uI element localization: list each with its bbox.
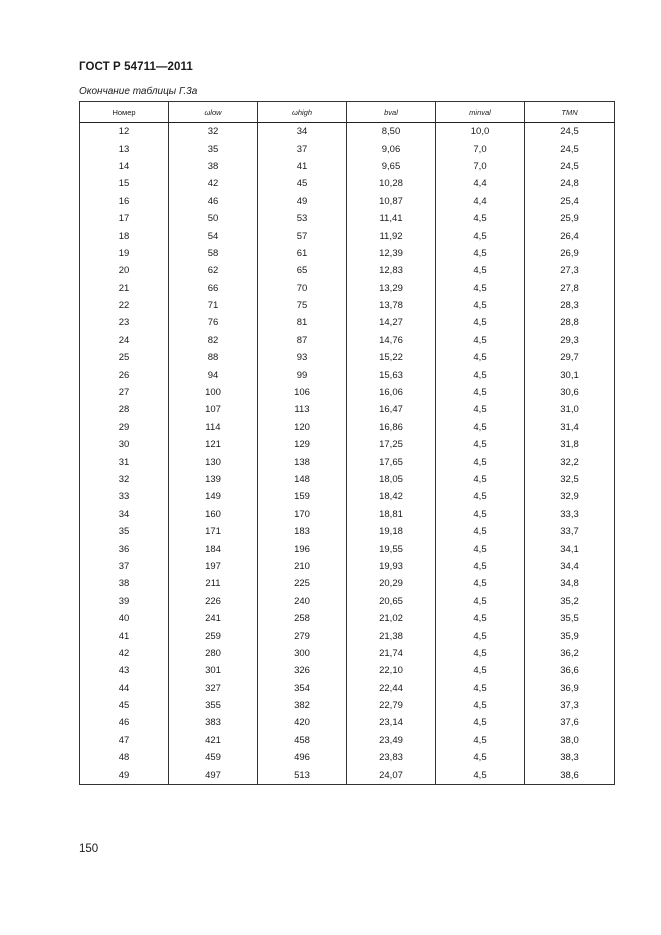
table-cell-omega-low: 82 <box>169 332 258 349</box>
table-cell-tmn: 36,2 <box>525 645 615 662</box>
table-cell-number: 33 <box>80 488 169 505</box>
table-cell-omega-low: 76 <box>169 314 258 331</box>
table-cell-number: 13 <box>80 140 169 157</box>
table-row <box>80 123 615 141</box>
table-cell-number: 37 <box>80 558 169 575</box>
table-cell-number: 32 <box>80 471 169 488</box>
table-cell-omega-low: 211 <box>169 575 258 592</box>
data-table-container <box>79 101 614 785</box>
table-cell-omega-high: 93 <box>258 349 347 366</box>
table-cell-number: 14 <box>80 158 169 175</box>
table-cell-minval: 4,5 <box>436 297 525 314</box>
table-row <box>80 645 615 662</box>
table-cell-omega-low: 497 <box>169 766 258 784</box>
table-cell-omega-low: 46 <box>169 193 258 210</box>
table-cell-bval: 19,55 <box>347 540 436 557</box>
table-cell-omega-low: 94 <box>169 366 258 383</box>
table-cell-number: 30 <box>80 436 169 453</box>
table-cell-tmn: 28,3 <box>525 297 615 314</box>
table-cell-bval: 19,93 <box>347 558 436 575</box>
table-cell-number: 36 <box>80 540 169 557</box>
table-cell-number: 46 <box>80 714 169 731</box>
table-cell-bval: 15,22 <box>347 349 436 366</box>
table-cell-omega-high: 65 <box>258 262 347 279</box>
table-cell-omega-high: 148 <box>258 471 347 488</box>
table-cell-number: 42 <box>80 645 169 662</box>
table-cell-tmn: 32,9 <box>525 488 615 505</box>
table-cell-omega-low: 383 <box>169 714 258 731</box>
table-cell-minval: 4,5 <box>436 506 525 523</box>
table-cell-minval: 4,5 <box>436 749 525 766</box>
table-cell-minval: 4,5 <box>436 453 525 470</box>
table-cell-minval: 4,5 <box>436 558 525 575</box>
column-header-bval: bval <box>347 102 436 123</box>
table-cell-omega-high: 225 <box>258 575 347 592</box>
table-row <box>80 140 615 157</box>
table-cell-bval: 18,42 <box>347 488 436 505</box>
table-row <box>80 627 615 644</box>
table-cell-number: 41 <box>80 627 169 644</box>
table-cell-omega-low: 197 <box>169 558 258 575</box>
table-cell-omega-low: 107 <box>169 401 258 418</box>
table-row <box>80 436 615 453</box>
table-cell-omega-high: 196 <box>258 540 347 557</box>
table-cell-bval: 12,39 <box>347 245 436 262</box>
table-row <box>80 540 615 557</box>
table-cell-minval: 4,5 <box>436 732 525 749</box>
table-cell-omega-low: 259 <box>169 627 258 644</box>
table-cell-minval: 4,5 <box>436 210 525 227</box>
table-cell-number: 47 <box>80 732 169 749</box>
table-cell-number: 18 <box>80 227 169 244</box>
table-cell-omega-low: 71 <box>169 297 258 314</box>
table-cell-minval: 4,5 <box>436 627 525 644</box>
table-cell-tmn: 27,8 <box>525 280 615 297</box>
table-cell-number: 40 <box>80 610 169 627</box>
table-cell-bval: 23,83 <box>347 749 436 766</box>
table-cell-omega-low: 32 <box>169 123 258 141</box>
table-cell-number: 26 <box>80 366 169 383</box>
table-cell-omega-high: 354 <box>258 680 347 697</box>
table-header-row <box>80 102 615 123</box>
table-cell-bval: 9,06 <box>347 140 436 157</box>
table-cell-minval: 4,5 <box>436 245 525 262</box>
table-cell-omega-low: 171 <box>169 523 258 540</box>
table-cell-omega-high: 87 <box>258 332 347 349</box>
table-cell-number: 21 <box>80 280 169 297</box>
table-cell-omega-low: 301 <box>169 662 258 679</box>
table-cell-omega-low: 66 <box>169 280 258 297</box>
table-cell-bval: 22,44 <box>347 680 436 697</box>
table-cell-tmn: 28,8 <box>525 314 615 331</box>
table-row <box>80 680 615 697</box>
table-cell-omega-high: 57 <box>258 227 347 244</box>
column-header-omega-high: ωhigh <box>258 102 347 123</box>
table-cell-minval: 4,5 <box>436 680 525 697</box>
table-cell-tmn: 34,4 <box>525 558 615 575</box>
table-cell-omega-low: 114 <box>169 419 258 436</box>
table-cell-omega-high: 106 <box>258 384 347 401</box>
table-cell-minval: 4,5 <box>436 401 525 418</box>
table-cell-minval: 4,5 <box>436 766 525 784</box>
table-cell-omega-high: 279 <box>258 627 347 644</box>
table-cell-tmn: 36,9 <box>525 680 615 697</box>
table-cell-omega-low: 327 <box>169 680 258 697</box>
table-cell-bval: 14,27 <box>347 314 436 331</box>
table-cell-minval: 7,0 <box>436 158 525 175</box>
table-cell-bval: 23,49 <box>347 732 436 749</box>
table-cell-omega-high: 34 <box>258 123 347 141</box>
table-cell-omega-high: 159 <box>258 488 347 505</box>
table-cell-omega-high: 113 <box>258 401 347 418</box>
table-row <box>80 610 615 627</box>
table-cell-omega-high: 458 <box>258 732 347 749</box>
table-cell-omega-low: 160 <box>169 506 258 523</box>
table-cell-minval: 4,5 <box>436 488 525 505</box>
table-cell-omega-low: 62 <box>169 262 258 279</box>
table-row <box>80 575 615 592</box>
table-cell-bval: 17,65 <box>347 453 436 470</box>
table-cell-omega-low: 54 <box>169 227 258 244</box>
table-row <box>80 401 615 418</box>
table-cell-bval: 13,29 <box>347 280 436 297</box>
table-cell-minval: 4,5 <box>436 645 525 662</box>
table-cell-omega-low: 184 <box>169 540 258 557</box>
table-row <box>80 419 615 436</box>
table-cell-omega-high: 37 <box>258 140 347 157</box>
table-cell-minval: 4,5 <box>436 471 525 488</box>
data-table <box>79 101 615 785</box>
table-cell-omega-high: 49 <box>258 193 347 210</box>
table-row <box>80 523 615 540</box>
table-cell-minval: 4,5 <box>436 540 525 557</box>
table-cell-tmn: 24,5 <box>525 158 615 175</box>
table-cell-minval: 4,4 <box>436 193 525 210</box>
table-cell-tmn: 32,5 <box>525 471 615 488</box>
table-cell-tmn: 30,1 <box>525 366 615 383</box>
table-cell-tmn: 38,0 <box>525 732 615 749</box>
table-cell-minval: 4,5 <box>436 714 525 731</box>
table-cell-minval: 4,5 <box>436 262 525 279</box>
table-cell-tmn: 27,3 <box>525 262 615 279</box>
column-header-number: Номер <box>80 102 169 123</box>
table-row <box>80 662 615 679</box>
table-cell-number: 25 <box>80 349 169 366</box>
table-cell-omega-high: 240 <box>258 593 347 610</box>
table-cell-number: 24 <box>80 332 169 349</box>
table-row <box>80 297 615 314</box>
table-cell-omega-low: 58 <box>169 245 258 262</box>
table-cell-minval: 4,5 <box>436 697 525 714</box>
table-cell-omega-low: 35 <box>169 140 258 157</box>
table-cell-omega-low: 149 <box>169 488 258 505</box>
table-cell-omega-high: 210 <box>258 558 347 575</box>
table-cell-bval: 18,81 <box>347 506 436 523</box>
table-cell-tmn: 30,6 <box>525 384 615 401</box>
table-cell-number: 49 <box>80 766 169 784</box>
table-cell-minval: 4,5 <box>436 610 525 627</box>
table-cell-bval: 8,50 <box>347 123 436 141</box>
table-cell-tmn: 33,7 <box>525 523 615 540</box>
table-cell-omega-high: 496 <box>258 749 347 766</box>
table-row <box>80 366 615 383</box>
table-cell-tmn: 25,4 <box>525 193 615 210</box>
table-cell-omega-low: 38 <box>169 158 258 175</box>
table-cell-omega-high: 138 <box>258 453 347 470</box>
table-cell-number: 44 <box>80 680 169 697</box>
table-row <box>80 488 615 505</box>
table-cell-omega-low: 121 <box>169 436 258 453</box>
table-cell-number: 16 <box>80 193 169 210</box>
table-cell-bval: 12,83 <box>347 262 436 279</box>
table-cell-number: 31 <box>80 453 169 470</box>
table-row <box>80 210 615 227</box>
table-cell-bval: 11,92 <box>347 227 436 244</box>
table-cell-number: 48 <box>80 749 169 766</box>
table-cell-bval: 20,29 <box>347 575 436 592</box>
table-cell-minval: 4,5 <box>436 593 525 610</box>
page-number: 150 <box>79 843 99 855</box>
table-body <box>80 123 615 785</box>
table-cell-minval: 4,5 <box>436 384 525 401</box>
table-cell-bval: 21,38 <box>347 627 436 644</box>
table-cell-bval: 23,14 <box>347 714 436 731</box>
table-cell-bval: 24,07 <box>347 766 436 784</box>
table-cell-number: 23 <box>80 314 169 331</box>
table-cell-omega-high: 326 <box>258 662 347 679</box>
table-cell-bval: 13,78 <box>347 297 436 314</box>
table-row <box>80 714 615 731</box>
table-cell-omega-low: 100 <box>169 384 258 401</box>
table-cell-tmn: 35,2 <box>525 593 615 610</box>
table-cell-number: 22 <box>80 297 169 314</box>
table-cell-tmn: 31,0 <box>525 401 615 418</box>
table-cell-omega-low: 226 <box>169 593 258 610</box>
table-row <box>80 314 615 331</box>
table-cell-omega-high: 45 <box>258 175 347 192</box>
table-row <box>80 558 615 575</box>
table-cell-number: 17 <box>80 210 169 227</box>
table-cell-tmn: 32,2 <box>525 453 615 470</box>
table-cell-bval: 20,65 <box>347 593 436 610</box>
document-code-header: ГОСТ Р 54711—2011 <box>79 61 193 73</box>
table-cell-tmn: 29,7 <box>525 349 615 366</box>
table-cell-bval: 10,28 <box>347 175 436 192</box>
table-cell-number: 20 <box>80 262 169 279</box>
table-cell-minval: 4,5 <box>436 419 525 436</box>
table-cell-omega-high: 99 <box>258 366 347 383</box>
table-cell-bval: 18,05 <box>347 471 436 488</box>
table-cell-bval: 16,47 <box>347 401 436 418</box>
table-cell-number: 19 <box>80 245 169 262</box>
table-row <box>80 732 615 749</box>
table-cell-tmn: 34,1 <box>525 540 615 557</box>
table-cell-tmn: 31,8 <box>525 436 615 453</box>
table-cell-omega-low: 42 <box>169 175 258 192</box>
table-cell-tmn: 37,3 <box>525 697 615 714</box>
table-cell-number: 15 <box>80 175 169 192</box>
table-cell-omega-high: 420 <box>258 714 347 731</box>
table-cell-tmn: 35,5 <box>525 610 615 627</box>
table-row <box>80 227 615 244</box>
table-cell-tmn: 38,3 <box>525 749 615 766</box>
table-cell-number: 43 <box>80 662 169 679</box>
table-cell-bval: 21,02 <box>347 610 436 627</box>
table-row <box>80 749 615 766</box>
table-cell-bval: 16,86 <box>347 419 436 436</box>
table-caption: Окончание таблицы Г.3а <box>79 86 198 97</box>
table-cell-tmn: 24,5 <box>525 123 615 141</box>
table-cell-minval: 4,5 <box>436 227 525 244</box>
table-cell-bval: 16,06 <box>347 384 436 401</box>
table-row <box>80 593 615 610</box>
table-cell-minval: 4,5 <box>436 436 525 453</box>
table-cell-minval: 4,5 <box>436 314 525 331</box>
table-cell-tmn: 34,8 <box>525 575 615 592</box>
table-cell-bval: 22,79 <box>347 697 436 714</box>
table-cell-tmn: 24,5 <box>525 140 615 157</box>
table-cell-number: 34 <box>80 506 169 523</box>
table-cell-bval: 9,65 <box>347 158 436 175</box>
table-cell-minval: 4,5 <box>436 349 525 366</box>
table-row <box>80 175 615 192</box>
table-row <box>80 280 615 297</box>
column-header-omega-low: ωlow <box>169 102 258 123</box>
table-cell-omega-high: 382 <box>258 697 347 714</box>
table-cell-omega-low: 139 <box>169 471 258 488</box>
table-cell-number: 39 <box>80 593 169 610</box>
table-cell-omega-low: 280 <box>169 645 258 662</box>
column-header-tmn: TMN <box>525 102 615 123</box>
table-cell-tmn: 33,3 <box>525 506 615 523</box>
table-cell-bval: 19,18 <box>347 523 436 540</box>
table-cell-bval: 21,74 <box>347 645 436 662</box>
table-cell-omega-low: 421 <box>169 732 258 749</box>
table-cell-bval: 10,87 <box>347 193 436 210</box>
table-cell-omega-high: 53 <box>258 210 347 227</box>
table-cell-number: 38 <box>80 575 169 592</box>
table-cell-omega-low: 355 <box>169 697 258 714</box>
table-cell-minval: 4,5 <box>436 523 525 540</box>
table-cell-minval: 4,5 <box>436 332 525 349</box>
table-cell-minval: 4,5 <box>436 280 525 297</box>
table-cell-minval: 7,0 <box>436 140 525 157</box>
table-row <box>80 453 615 470</box>
table-row <box>80 193 615 210</box>
table-row <box>80 506 615 523</box>
table-cell-omega-high: 120 <box>258 419 347 436</box>
table-cell-tmn: 35,9 <box>525 627 615 644</box>
table-cell-omega-low: 459 <box>169 749 258 766</box>
table-cell-omega-low: 241 <box>169 610 258 627</box>
table-cell-omega-low: 88 <box>169 349 258 366</box>
table-row <box>80 471 615 488</box>
table-cell-omega-high: 61 <box>258 245 347 262</box>
table-cell-omega-high: 258 <box>258 610 347 627</box>
table-cell-omega-high: 81 <box>258 314 347 331</box>
table-cell-minval: 4,4 <box>436 175 525 192</box>
table-cell-number: 29 <box>80 419 169 436</box>
table-cell-bval: 17,25 <box>347 436 436 453</box>
table-cell-number: 12 <box>80 123 169 141</box>
table-row <box>80 245 615 262</box>
table-cell-omega-low: 130 <box>169 453 258 470</box>
table-row <box>80 697 615 714</box>
table-cell-bval: 11,41 <box>347 210 436 227</box>
table-cell-omega-high: 75 <box>258 297 347 314</box>
table-row <box>80 262 615 279</box>
table-row <box>80 158 615 175</box>
table-cell-omega-high: 183 <box>258 523 347 540</box>
table-cell-tmn: 37,6 <box>525 714 615 731</box>
table-cell-omega-high: 129 <box>258 436 347 453</box>
table-cell-tmn: 26,4 <box>525 227 615 244</box>
table-cell-tmn: 25,9 <box>525 210 615 227</box>
table-row <box>80 349 615 366</box>
table-cell-omega-high: 513 <box>258 766 347 784</box>
column-header-minval: minval <box>436 102 525 123</box>
table-cell-tmn: 31,4 <box>525 419 615 436</box>
table-cell-minval: 4,5 <box>436 575 525 592</box>
table-cell-number: 45 <box>80 697 169 714</box>
table-cell-number: 27 <box>80 384 169 401</box>
table-cell-tmn: 29,3 <box>525 332 615 349</box>
table-cell-number: 28 <box>80 401 169 418</box>
table-cell-bval: 14,76 <box>347 332 436 349</box>
table-cell-minval: 4,5 <box>436 662 525 679</box>
table-row <box>80 766 615 784</box>
table-row <box>80 384 615 401</box>
table-cell-bval: 15,63 <box>347 366 436 383</box>
table-cell-bval: 22,10 <box>347 662 436 679</box>
table-cell-omega-high: 70 <box>258 280 347 297</box>
table-cell-omega-high: 170 <box>258 506 347 523</box>
table-cell-omega-low: 50 <box>169 210 258 227</box>
table-cell-omega-high: 300 <box>258 645 347 662</box>
table-cell-tmn: 26,9 <box>525 245 615 262</box>
table-cell-omega-high: 41 <box>258 158 347 175</box>
table-row <box>80 332 615 349</box>
table-cell-tmn: 36,6 <box>525 662 615 679</box>
table-cell-tmn: 24,8 <box>525 175 615 192</box>
table-cell-minval: 4,5 <box>436 366 525 383</box>
table-cell-minval: 10,0 <box>436 123 525 141</box>
table-cell-tmn: 38,6 <box>525 766 615 784</box>
table-cell-number: 35 <box>80 523 169 540</box>
